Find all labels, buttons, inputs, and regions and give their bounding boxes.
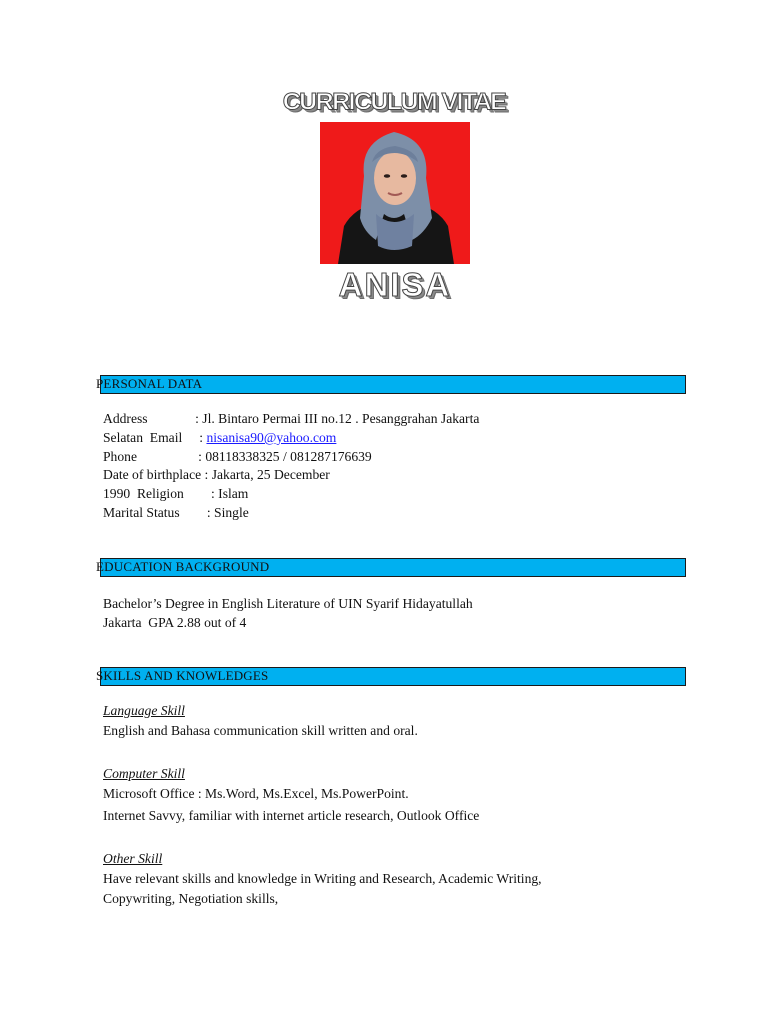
marital-status-line: Marital Status : Single [103, 505, 249, 520]
email-line-label: Selatan Email : [103, 430, 207, 445]
skills-heading: SKILLS AND KNOWLEDGES [96, 668, 269, 683]
education-line: Bachelor’s Degree in English Literature of UIN Syarif Hidayatullah [103, 596, 473, 611]
language-skill-line: English and Bahasa communication skill written and oral. [103, 723, 418, 738]
phone-line: Phone : 08118338325 / 081287176639 [103, 449, 372, 464]
other-skill-heading: Other Skill [103, 851, 163, 866]
profile-photo [320, 122, 470, 264]
religion-line: 1990 Religion : Islam [103, 486, 249, 501]
education-line: Jakarta GPA 2.88 out of 4 [103, 615, 247, 630]
email-line [103, 430, 336, 446]
other-skill-line: Have relevant skills and knowledge in Writing and Research, Academic Writing, [103, 871, 542, 886]
name-title: ANISA [338, 266, 452, 303]
cv-title: CURRICULUM VITAE [282, 88, 506, 116]
email-link[interactable]: nisanisa90@yahoo.com [206, 430, 337, 445]
computer-skill-heading: Computer Skill [103, 766, 185, 781]
birthplace-line: Date of birthplace : Jakarta, 25 December [103, 467, 330, 482]
education-heading: EDUCATION BACKGROUND [96, 559, 270, 574]
address-line: Address : Jl. Bintaro Permai III no.12 . Pesanggrahan Jakarta [103, 411, 480, 426]
computer-skill-line: Microsoft Office : Ms.Word, Ms.Excel, Ms.PowerPoint. [103, 786, 409, 801]
personal-data-heading: PERSONAL DATA [96, 376, 203, 391]
computer-skill-line: Internet Savvy, familiar with internet article research, Outlook Office [103, 808, 480, 823]
other-skill-line: Copywriting, Negotiation skills, [103, 891, 279, 906]
language-skill-heading: Language Skill [103, 703, 185, 718]
